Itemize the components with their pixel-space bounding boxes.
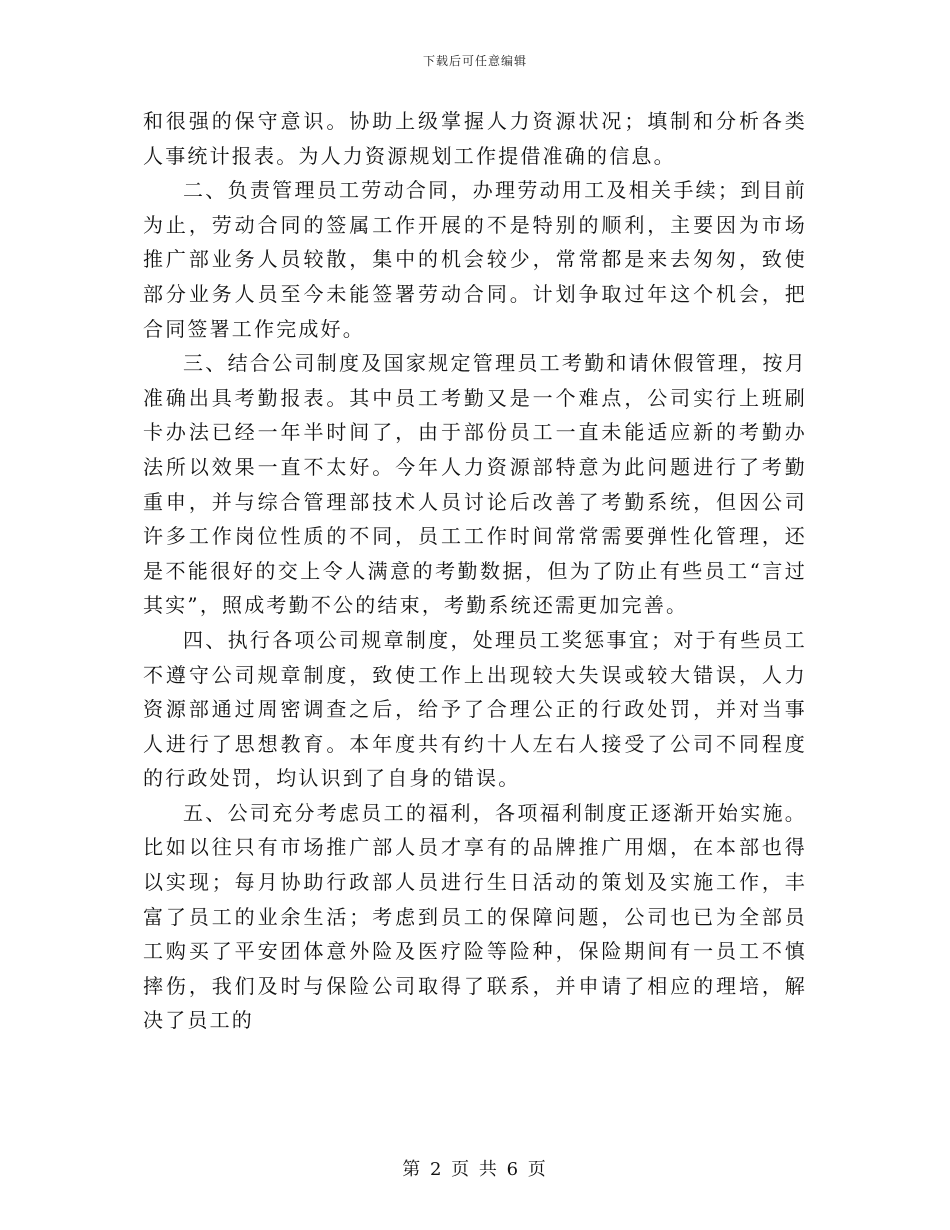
page-header: 下载后可任意编辑 <box>422 54 527 68</box>
paragraph-1: 和很强的保守意识。协助上级掌握人力资源状况；填制和分析各类人事统计报表。为人力资源规划工作提借准确的信息。 <box>143 109 807 168</box>
paragraph-5: 五、公司充分考虑员工的福利，各项福利制度正逐渐开始实施。比如以往只有市场推广部人员才享有的品牌推广用烟，在本部也得以实现；每月协助行政部人员进行生日活动的策划及实施工作，丰富了员工的业余生活；考虑到员工的保障问题，公司也已为全部员工购买了平安团体意外险及医疗险等险种，保险期间有一员工不慎摔伤，我们及时与保险公司取得了联系，并申请了相应的理培，解决了员工的 <box>143 800 807 1033</box>
page-number-footer: 第 2 页 共 6 页 <box>402 1159 548 1180</box>
paragraph-3: 三、结合公司制度及国家规定管理员工考勤和请休假管理，按月准确出具考勤报表。其中员工考勤又是一个难点，公司实行上班刷卡办法已经一年半时间了，由于部份员工一直未能适应新的考勤办法所以效果一直不太好。今年人力资源部特意为此问题进行了考勤重申，并与综合管理部技术人员讨论后改善了考勤系统，但因公司许多工作岗位性质的不同，员工工作时间常常需要弹性化管理，还是不能很好的交上令人满意的考勤数据，但为了防止有些员工“言过其实”，照成考勤不公的结束，考勤系统还需更加完善。 <box>143 351 807 618</box>
paragraph-2: 二、负责管理员工劳动合同，办理劳动用工及相关手续；到目前为止，劳动合同的签属工作开展的不是特别的顺利，主要因为市场推广部业务人员较散，集中的机会较少，常常都是来去匆匆，致使部分业务人员至今未能签署劳动合同。计划争取过年这个机会，把合同签署工作完成好。 <box>143 178 807 341</box>
document-body <box>143 104 807 1038</box>
paragraph-4: 四、执行各项公司规章制度，处理员工奖惩事宜；对于有些员工不遵守公司规章制度，致使工作上出现较大失误或较大错误，人力资源部通过周密调查之后，给予了合理公正的行政处罚，并对当事人进行了思想教育。本年度共有约十人左右人接受了公司不同程度的行政处罚，均认识到了自身的错误。 <box>143 627 807 791</box>
